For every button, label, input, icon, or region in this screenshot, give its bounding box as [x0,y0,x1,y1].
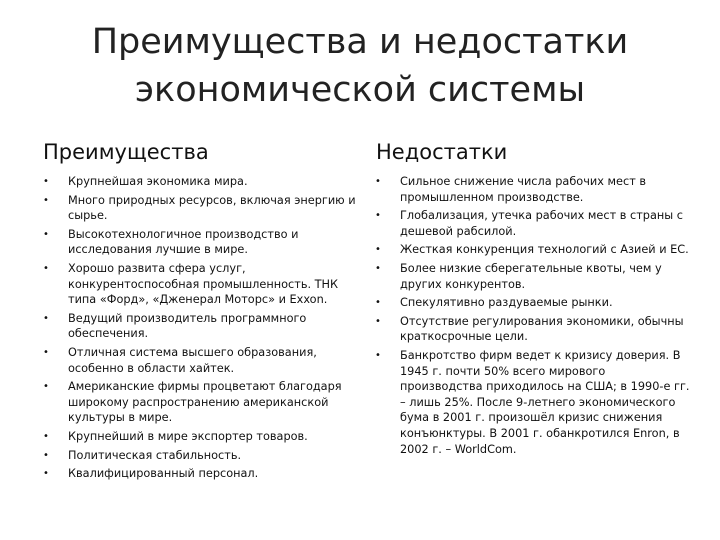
disadvantages-list [372,174,690,460]
slide-title-line1: Преимущества и недостатки [91,22,629,62]
advantages-heading: Преимущества [43,140,209,164]
advantage-item: • Политическая стабильность. [40,448,356,464]
advantage-item: • Крупнейший в мире экспортер товаров. [40,429,356,445]
disadvantage-item: • Сильное снижение числа рабочих мест в промышленном производстве. [372,174,690,205]
advantage-item: • Ведущий производитель программного обеспечения. [40,311,356,342]
disadvantage-item: • Спекулятивно раздуваемые рынки. [372,295,690,311]
slide-title-line2: экономической системы [134,70,586,110]
advantages-list [40,174,356,485]
disadvantage-item: • Жесткая конкуренция технологий с Азией и ЕС. [372,242,690,258]
advantage-item: • Отличная система высшего образования, особенно в области хайтек. [40,345,356,376]
advantage-item: • Много природных ресурсов, включая энергию и сырье. [40,193,356,224]
advantage-item: • Квалифицированный персонал. [40,466,356,482]
advantage-item: • Высокотехнологичное производство и исследования лучшие в мире. [40,227,356,258]
disadvantage-item: • Отсутствие регулирования экономики, обычны краткосрочные цели. [372,314,690,345]
disadvantage-item: • Глобализация, утечка рабочих мест в страны с дешевой рабсилой. [372,208,690,239]
advantage-item: • Хорошо развита сфера услуг, конкурентоспособная промышленность. ТНК типа «Форд», «Дженерал Моторс» и Exxon. [40,261,356,308]
disadvantage-item: • Банкротство фирм ведет к кризису доверия. В 1945 г. почти 50% всего мирового производства приходилось на США; в 1990-е гг. – лишь 25%. После 9-летнего экономического бума в 2001 г. произошёл кризис снижения конъюнктуры. В 2001 г. обанкротился Enron, в 2002 г. – WorldCom. [372,348,690,457]
slide-title [0,18,720,114]
advantage-item: • Крупнейшая экономика мира. [40,174,356,190]
disadvantage-item: • Более низкие сберегательные квоты, чем у других конкурентов. [372,261,690,292]
disadvantages-heading: Недостатки [376,140,508,164]
advantage-item: • Американские фирмы процветают благодаря широкому распространению американской культуры в мире. [40,379,356,426]
